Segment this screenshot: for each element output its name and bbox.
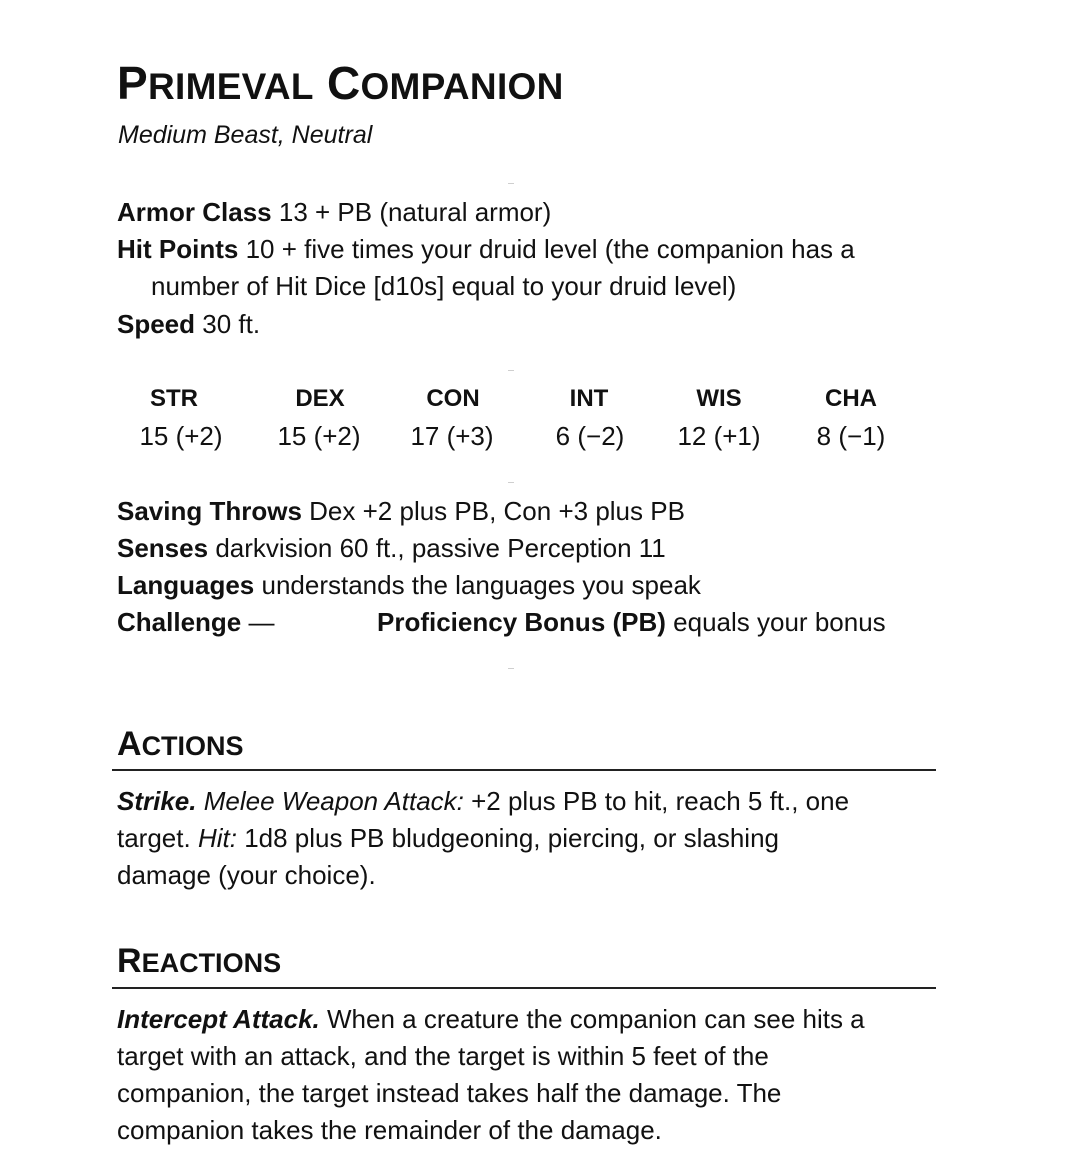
ability-score: 8 (−1): [816, 421, 886, 451]
languages-value: understands the languages you speak: [261, 570, 701, 600]
languages-line: [117, 569, 701, 601]
languages-label: Languages: [117, 570, 255, 600]
challenge-label: Challenge: [117, 607, 242, 637]
ability-name: WIS: [696, 385, 742, 412]
armor-class-line: [117, 196, 551, 228]
ability-name: CHA: [825, 385, 877, 412]
speed-line: [117, 308, 260, 340]
intercept-line-1: Intercept Attack. When a creature the companion can see hits a: [117, 1004, 865, 1034]
senses-value: darkvision 60 ft., passive Perception 11: [215, 533, 666, 563]
saving-throws-line: [117, 495, 685, 527]
divider-mark: [508, 482, 514, 483]
intercept-line-4: companion takes the remainder of the damage.: [117, 1115, 662, 1145]
speed-label: Speed: [117, 309, 196, 339]
proficiency-bonus-line: [377, 606, 886, 638]
proficiency-bonus-label: Proficiency Bonus (PB): [377, 607, 666, 637]
proficiency-bonus-value: equals your bonus: [673, 607, 886, 637]
actions-heading: ACTIONS: [117, 725, 244, 763]
senses-line: [117, 532, 666, 564]
ability-score: 12 (+1): [677, 421, 761, 451]
hit-points-value: 10 + five times your druid level (the companion has a: [245, 234, 855, 264]
hit-points-line: [117, 233, 855, 265]
divider-mark: [508, 183, 514, 184]
saving-throws-label: Saving Throws: [117, 496, 302, 526]
strike-line-2: target. Hit: 1d8 plus PB bludgeoning, piercing, or slashing: [117, 823, 779, 853]
strike-hit-label: Hit:: [197, 823, 237, 853]
actions-rule: [112, 769, 936, 771]
strike-line-1: Strike. Melee Weapon Attack: +2 plus PB to hit, reach 5 ft., one: [117, 786, 850, 816]
armor-class-value: 13 + PB (natural armor): [278, 197, 552, 227]
creature-name: PRIMEVAL COMPANION: [117, 57, 564, 109]
creature-type-line: Medium Beast, Neutral: [118, 121, 373, 149]
ability-name: STR: [150, 385, 198, 412]
ability-name: CON: [426, 385, 480, 412]
reactions-heading: REACTIONS: [117, 942, 282, 980]
intercept-line-2: target with an attack, and the target is within 5 feet of the: [117, 1041, 769, 1071]
divider-mark: [508, 668, 514, 669]
reactions-rule: [112, 987, 936, 989]
strike-line-3: damage (your choice).: [117, 860, 376, 890]
intercept-name: Intercept Attack.: [117, 1004, 320, 1034]
ability-name: INT: [569, 385, 609, 412]
hit-points-label: Hit Points: [117, 234, 239, 264]
speed-value: 30 ft.: [202, 309, 261, 339]
intercept-line-3: companion, the target instead takes half the damage. The: [117, 1078, 782, 1108]
saving-throws-value: Dex +2 plus PB, Con +3 plus PB: [309, 496, 685, 526]
hit-points-continuation: number of Hit Dice [d10s] equal to your druid level): [151, 271, 737, 301]
armor-class-label: Armor Class: [117, 197, 272, 227]
ability-score: 6 (−2): [555, 421, 625, 451]
strike-attack-type: Melee Weapon Attack:: [203, 786, 464, 816]
challenge-line: [117, 606, 274, 638]
divider-mark: [508, 370, 514, 371]
ability-score: 17 (+3): [410, 421, 494, 451]
ability-name: DEX: [295, 385, 345, 412]
ability-score: 15 (+2): [277, 421, 361, 451]
ability-score: 15 (+2): [139, 421, 223, 451]
strike-name: Strike.: [117, 786, 197, 816]
senses-label: Senses: [117, 533, 209, 563]
challenge-value: —: [248, 607, 275, 637]
